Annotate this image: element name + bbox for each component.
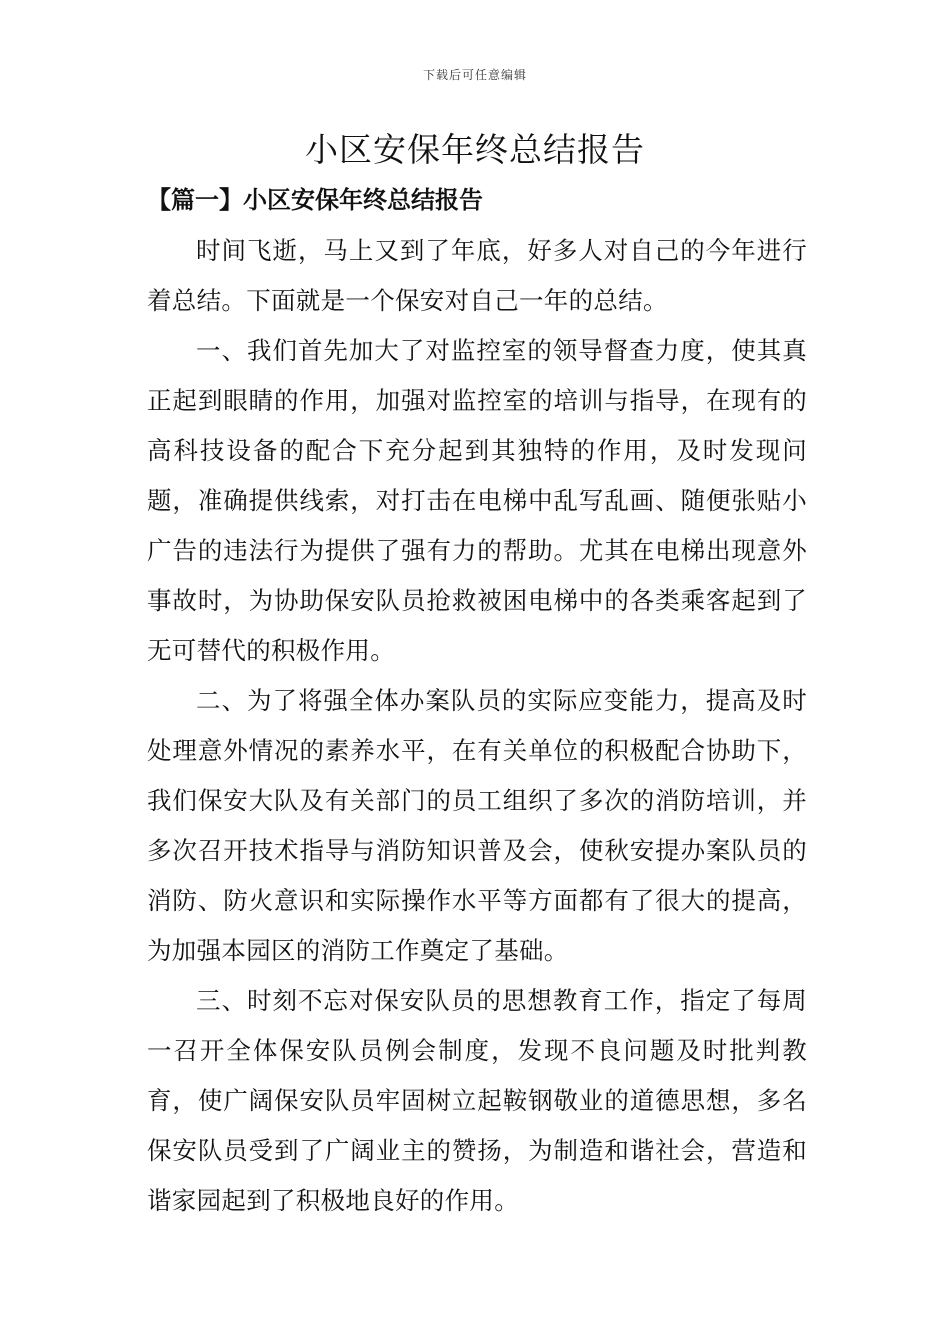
paragraph-one: 一、我们首先加大了对监控室的领导督查力度，使其真正起到眼睛的作用，加强对监控室的培训与指导，在现有的高科技设备的配合下充分起到其独特的作用，及时发现问题，准确提供线索，对打击在电梯中乱写乱画、随便张贴小广告的违法行为提供了强有力的帮助。尤其在电梯出现意外事故时，为协助保安队员抢救被困电梯中的各类乘客起到了无可替代的积极作用。 (147, 336, 807, 665)
paragraph-three: 三、时刻不忘对保安队员的思想教育工作，指定了每周一召开全体保安队员例会制度，发现不良问题及时批判教育，使广阔保安队员牢固树立起鞍钢敬业的道德思想，多名保安队员受到了广阔业主的赞扬，为制造和谐社会，营造和谐家园起到了积极地良好的作用。 (147, 986, 807, 1215)
paragraph-two: 二、为了将强全体办案队员的实际应变能力，提高及时处理意外情况的素养水平，在有关单位的积极配合协助下，我们保安大队及有关部门的员工组织了多次的消防培训，并多次召开技术指导与消防知识普及会，使秋安提办案队员的消防、防火意识和实际操作水平等方面都有了很大的提高，为加强本园区的消防工作奠定了基础。 (147, 686, 807, 965)
document-title: 小区安保年终总结报告 (305, 130, 645, 169)
document-body (147, 226, 807, 1226)
page-header-note: 下载后可任意编辑 (422, 68, 527, 82)
section-heading: 【篇一】小区安保年终总结报告 (147, 185, 483, 214)
paragraph-intro: 时间飞逝，马上又到了年底，好多人对自己的今年进行着总结。下面就是一个保安对自己一年的总结。 (147, 236, 807, 315)
